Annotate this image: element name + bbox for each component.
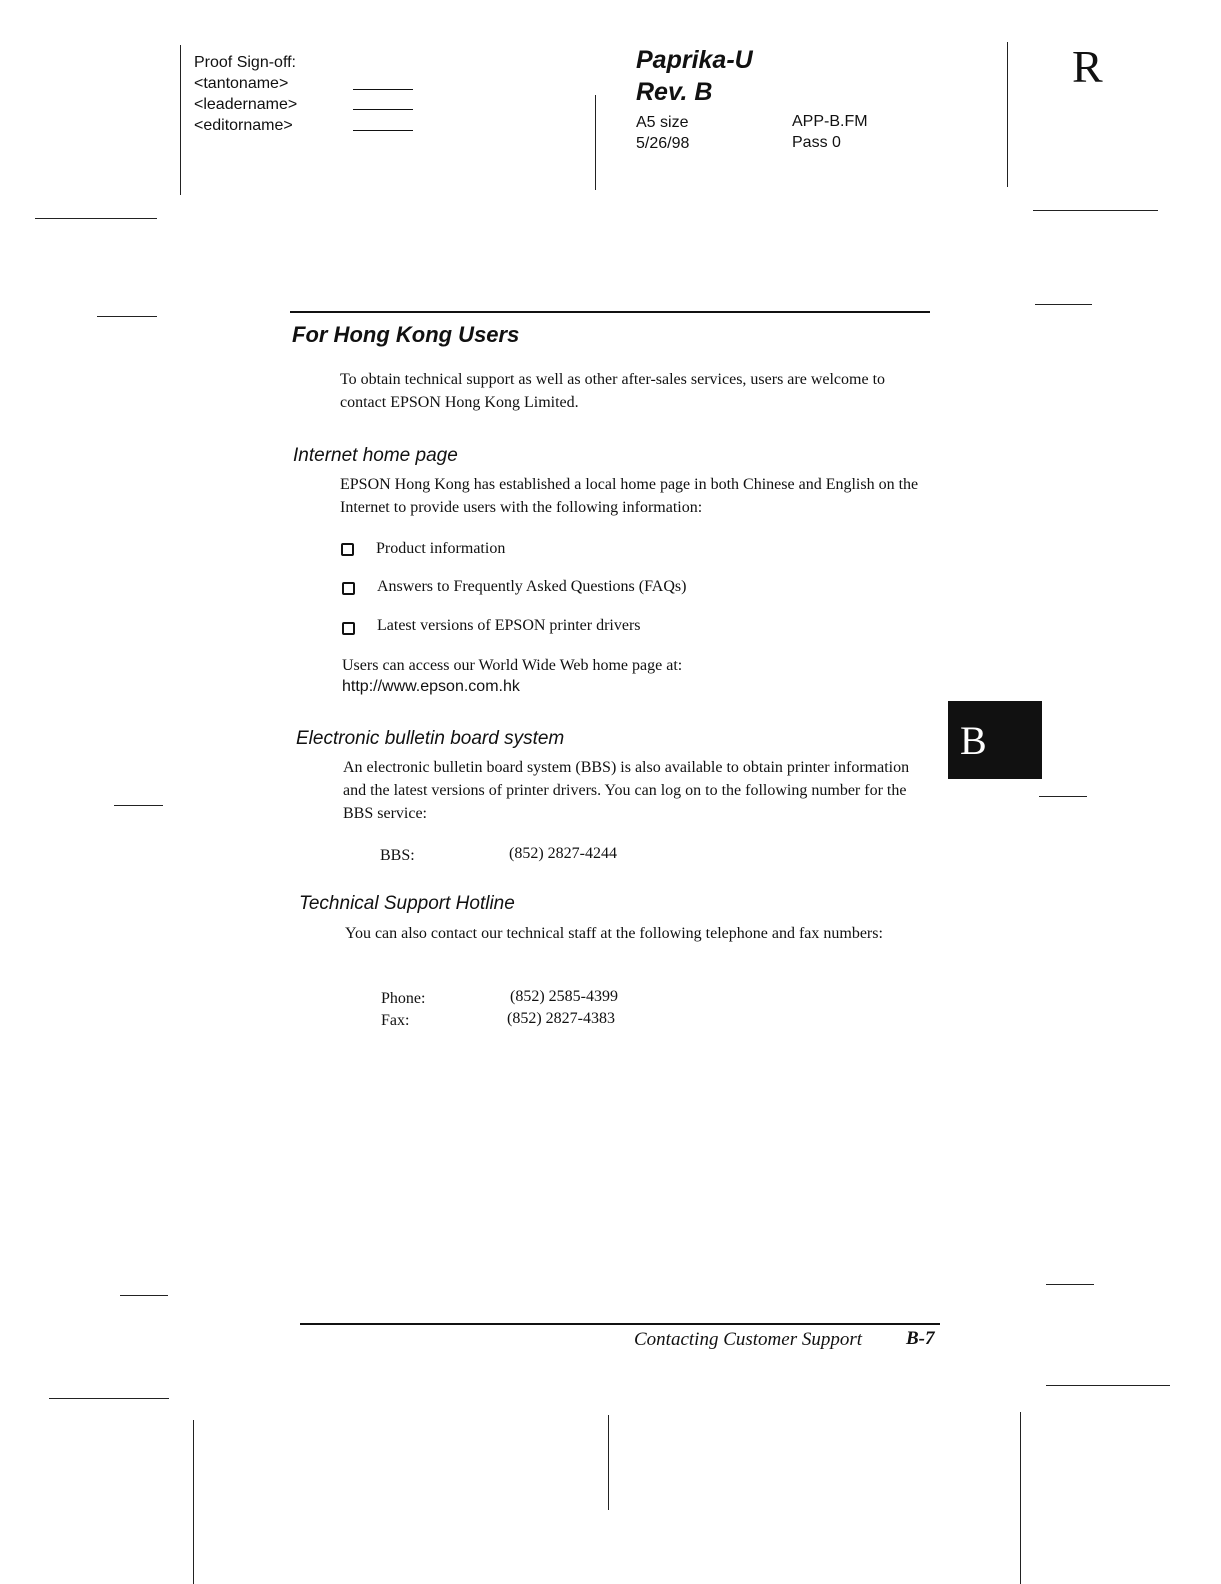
bullet-box-icon <box>341 543 354 556</box>
crop-mark <box>595 95 596 190</box>
proof-signoff-label: Proof Sign-off: <box>194 54 296 71</box>
tanto-name: <tantoname> <box>194 75 289 92</box>
page-number: B-7 <box>906 1328 935 1349</box>
margin-mark <box>97 316 157 317</box>
proof-date: 5/26/98 <box>636 135 690 152</box>
margin-mark <box>120 1295 168 1296</box>
internet-body: EPSON Hong Kong has established a local home page in both Chinese and English on the Internet to provide users with the following information: <box>340 476 919 516</box>
signature-line <box>353 89 413 90</box>
footer-chapter: Contacting Customer Support <box>634 1329 863 1350</box>
right-page-mark: R <box>1072 41 1103 92</box>
hotline-body: You can also contact our technical staff at the following telephone and fax numbers: <box>345 925 883 942</box>
revision: Rev. B <box>636 78 713 106</box>
margin-mark <box>1046 1385 1170 1386</box>
pass-number: Pass 0 <box>792 134 841 151</box>
product-name: Paprika-U <box>636 46 753 74</box>
phone-label: Phone: <box>381 990 426 1007</box>
margin-mark <box>35 218 157 219</box>
signature-line <box>353 130 413 131</box>
bbs-body: An electronic bulletin board system (BBS) is also available to obtain printer information and the latest versions of printer drivers. You can log on to the following number for the BBS service: <box>343 759 910 822</box>
file-name: APP-B.FM <box>792 113 868 130</box>
crop-mark <box>180 45 181 195</box>
bullet-box-icon <box>342 582 355 595</box>
signature-line <box>353 109 413 110</box>
section-rule <box>290 311 930 313</box>
access-text: Users can access our World Wide Web home page at: <box>342 657 683 674</box>
page-size: A5 size <box>636 114 689 131</box>
crop-mark <box>608 1415 609 1510</box>
editor-name: <editorname> <box>194 117 293 134</box>
bbs-heading: Electronic bulletin board system <box>296 728 565 749</box>
list-item: Answers to Frequently Asked Questions (FAQs) <box>377 578 687 595</box>
bullet-box-icon <box>342 622 355 635</box>
list-item: Product information <box>376 540 506 557</box>
section-title: For Hong Kong Users <box>292 322 520 347</box>
bbs-number: (852) 2827-4244 <box>509 845 617 862</box>
homepage-url[interactable]: http://www.epson.com.hk <box>342 678 520 695</box>
bbs-label: BBS: <box>380 847 415 864</box>
fax-number: (852) 2827-4383 <box>507 1010 615 1027</box>
appendix-tab: B <box>948 701 1042 779</box>
margin-mark <box>1046 1284 1094 1285</box>
margin-mark <box>1035 304 1092 305</box>
hotline-heading: Technical Support Hotline <box>299 893 515 914</box>
phone-number: (852) 2585-4399 <box>510 988 618 1005</box>
leader-name: <leadername> <box>194 96 298 113</box>
crop-mark <box>193 1420 194 1584</box>
internet-heading: Internet home page <box>293 445 458 466</box>
section-intro: To obtain technical support as well as other after-sales services, users are welcome to contact EPSON Hong Kong Limited. <box>340 371 886 411</box>
margin-mark <box>114 805 163 806</box>
fax-label: Fax: <box>381 1012 410 1029</box>
footer-rule <box>300 1323 940 1325</box>
margin-mark <box>1033 210 1158 211</box>
crop-mark <box>1007 42 1008 187</box>
crop-mark <box>1020 1412 1021 1584</box>
margin-mark <box>49 1398 169 1399</box>
margin-mark <box>1039 796 1087 797</box>
list-item: Latest versions of EPSON printer drivers <box>377 617 641 634</box>
